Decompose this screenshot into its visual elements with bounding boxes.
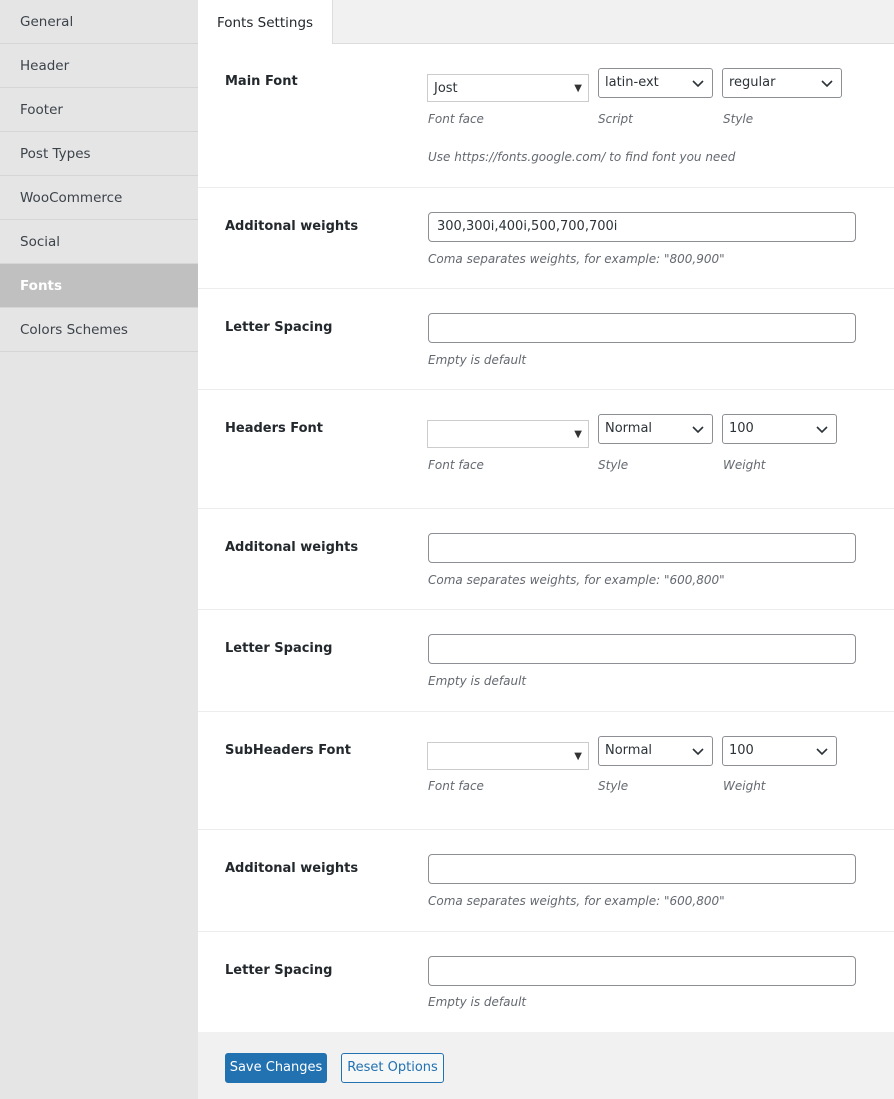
style-caption: Style [723,112,754,126]
main-weights-hint: Coma separates weights, for example: "800,900" [428,252,725,266]
chevron-down-icon [816,424,828,434]
main-font-script-select[interactable] [598,68,713,98]
subheaders-weights-label: Additonal weights [225,861,359,876]
subheaders-weights-input[interactable] [428,854,856,884]
main-weights-section [198,188,894,289]
subheaders-font-face-select[interactable] [427,742,589,770]
sidebar-item-fonts[interactable]: Fonts [0,264,198,308]
sidebar-item-general[interactable]: General [0,0,198,44]
main-spacing-section [198,289,894,390]
subheaders-spacing-hint: Empty is default [428,995,527,1009]
headers-font-weight-value: 100 [729,421,754,436]
headers-weights-section [198,509,894,610]
main-spacing-label: Letter Spacing [225,320,333,335]
main-font-script-value: latin-ext [605,75,659,90]
chevron-down-icon [692,424,704,434]
main-weights-input[interactable]: 300,300i,400i,500,700,700i [428,212,856,242]
subheaders-spacing-label: Letter Spacing [225,963,333,978]
subheaders-font-weight-value: 100 [729,743,754,758]
google-fonts-help: Use https://fonts.google.com/ to find font you need [428,150,736,164]
style-caption: Style [598,458,629,472]
main-font-style-select[interactable] [722,68,842,98]
headers-font-section [198,390,894,509]
sidebar-item-social[interactable]: Social [0,220,198,264]
headers-font-label: Headers Font [225,421,324,436]
headers-spacing-input[interactable] [428,634,856,664]
headers-font-style-value: Normal [605,421,653,436]
subheaders-weights-hint: Coma separates weights, for example: "600,800" [428,894,725,908]
headers-weights-hint: Coma separates weights, for example: "600,800" [428,573,725,587]
chevron-down-icon [692,746,704,756]
headers-weights-input[interactable] [428,533,856,563]
main-font-face-value: Jost [434,81,458,96]
subheaders-spacing-section [198,932,894,1032]
script-caption: Script [598,112,633,126]
main-spacing-input[interactable] [428,313,856,343]
headers-spacing-section [198,610,894,712]
weight-caption: Weight [723,779,766,793]
sidebar-nav [0,0,198,1099]
font-face-caption: Font face [428,112,484,126]
tab-bar [198,0,894,44]
weight-caption: Weight [723,458,766,472]
sidebar-item-woocommerce[interactable]: WooCommerce [0,176,198,220]
font-face-caption: Font face [428,458,484,472]
subheaders-spacing-input[interactable] [428,956,856,986]
headers-spacing-label: Letter Spacing [225,641,333,656]
save-changes-button[interactable]: Save Changes [225,1053,327,1083]
dropdown-triangle-icon: ▼ [574,83,582,94]
dropdown-triangle-icon: ▼ [574,751,582,762]
dropdown-triangle-icon: ▼ [574,429,582,440]
reset-options-button[interactable]: Reset Options [341,1053,444,1083]
subheaders-font-section [198,712,894,830]
sidebar-item-footer[interactable]: Footer [0,88,198,132]
chevron-down-icon [816,746,828,756]
form-footer [198,1032,894,1099]
headers-font-face-select[interactable] [427,420,589,448]
headers-font-style-select[interactable] [598,414,713,444]
subheaders-font-label: SubHeaders Font [225,743,351,758]
sidebar-item-post-types[interactable]: Post Types [0,132,198,176]
subheaders-font-weight-select[interactable] [722,736,837,766]
tab-fonts-settings[interactable]: Fonts Settings [198,0,333,44]
headers-weights-label: Additonal weights [225,540,359,555]
settings-panel [198,0,894,1099]
style-caption: Style [598,779,629,793]
chevron-down-icon [692,78,704,88]
subheaders-font-style-value: Normal [605,743,653,758]
subheaders-weights-section [198,830,894,932]
subheaders-font-style-select[interactable] [598,736,713,766]
headers-font-weight-select[interactable] [722,414,837,444]
main-spacing-hint: Empty is default [428,353,527,367]
sidebar-item-header[interactable]: Header [0,44,198,88]
chevron-down-icon [821,78,833,88]
font-face-caption: Font face [428,779,484,793]
main-font-face-select[interactable] [427,74,589,102]
main-weights-label: Additonal weights [225,219,359,234]
sidebar-item-colors-schemes[interactable]: Colors Schemes [0,308,198,352]
main-font-style-value: regular [729,75,776,90]
main-font-section [198,44,894,188]
main-font-label: Main Font [225,74,298,89]
headers-spacing-hint: Empty is default [428,674,527,688]
